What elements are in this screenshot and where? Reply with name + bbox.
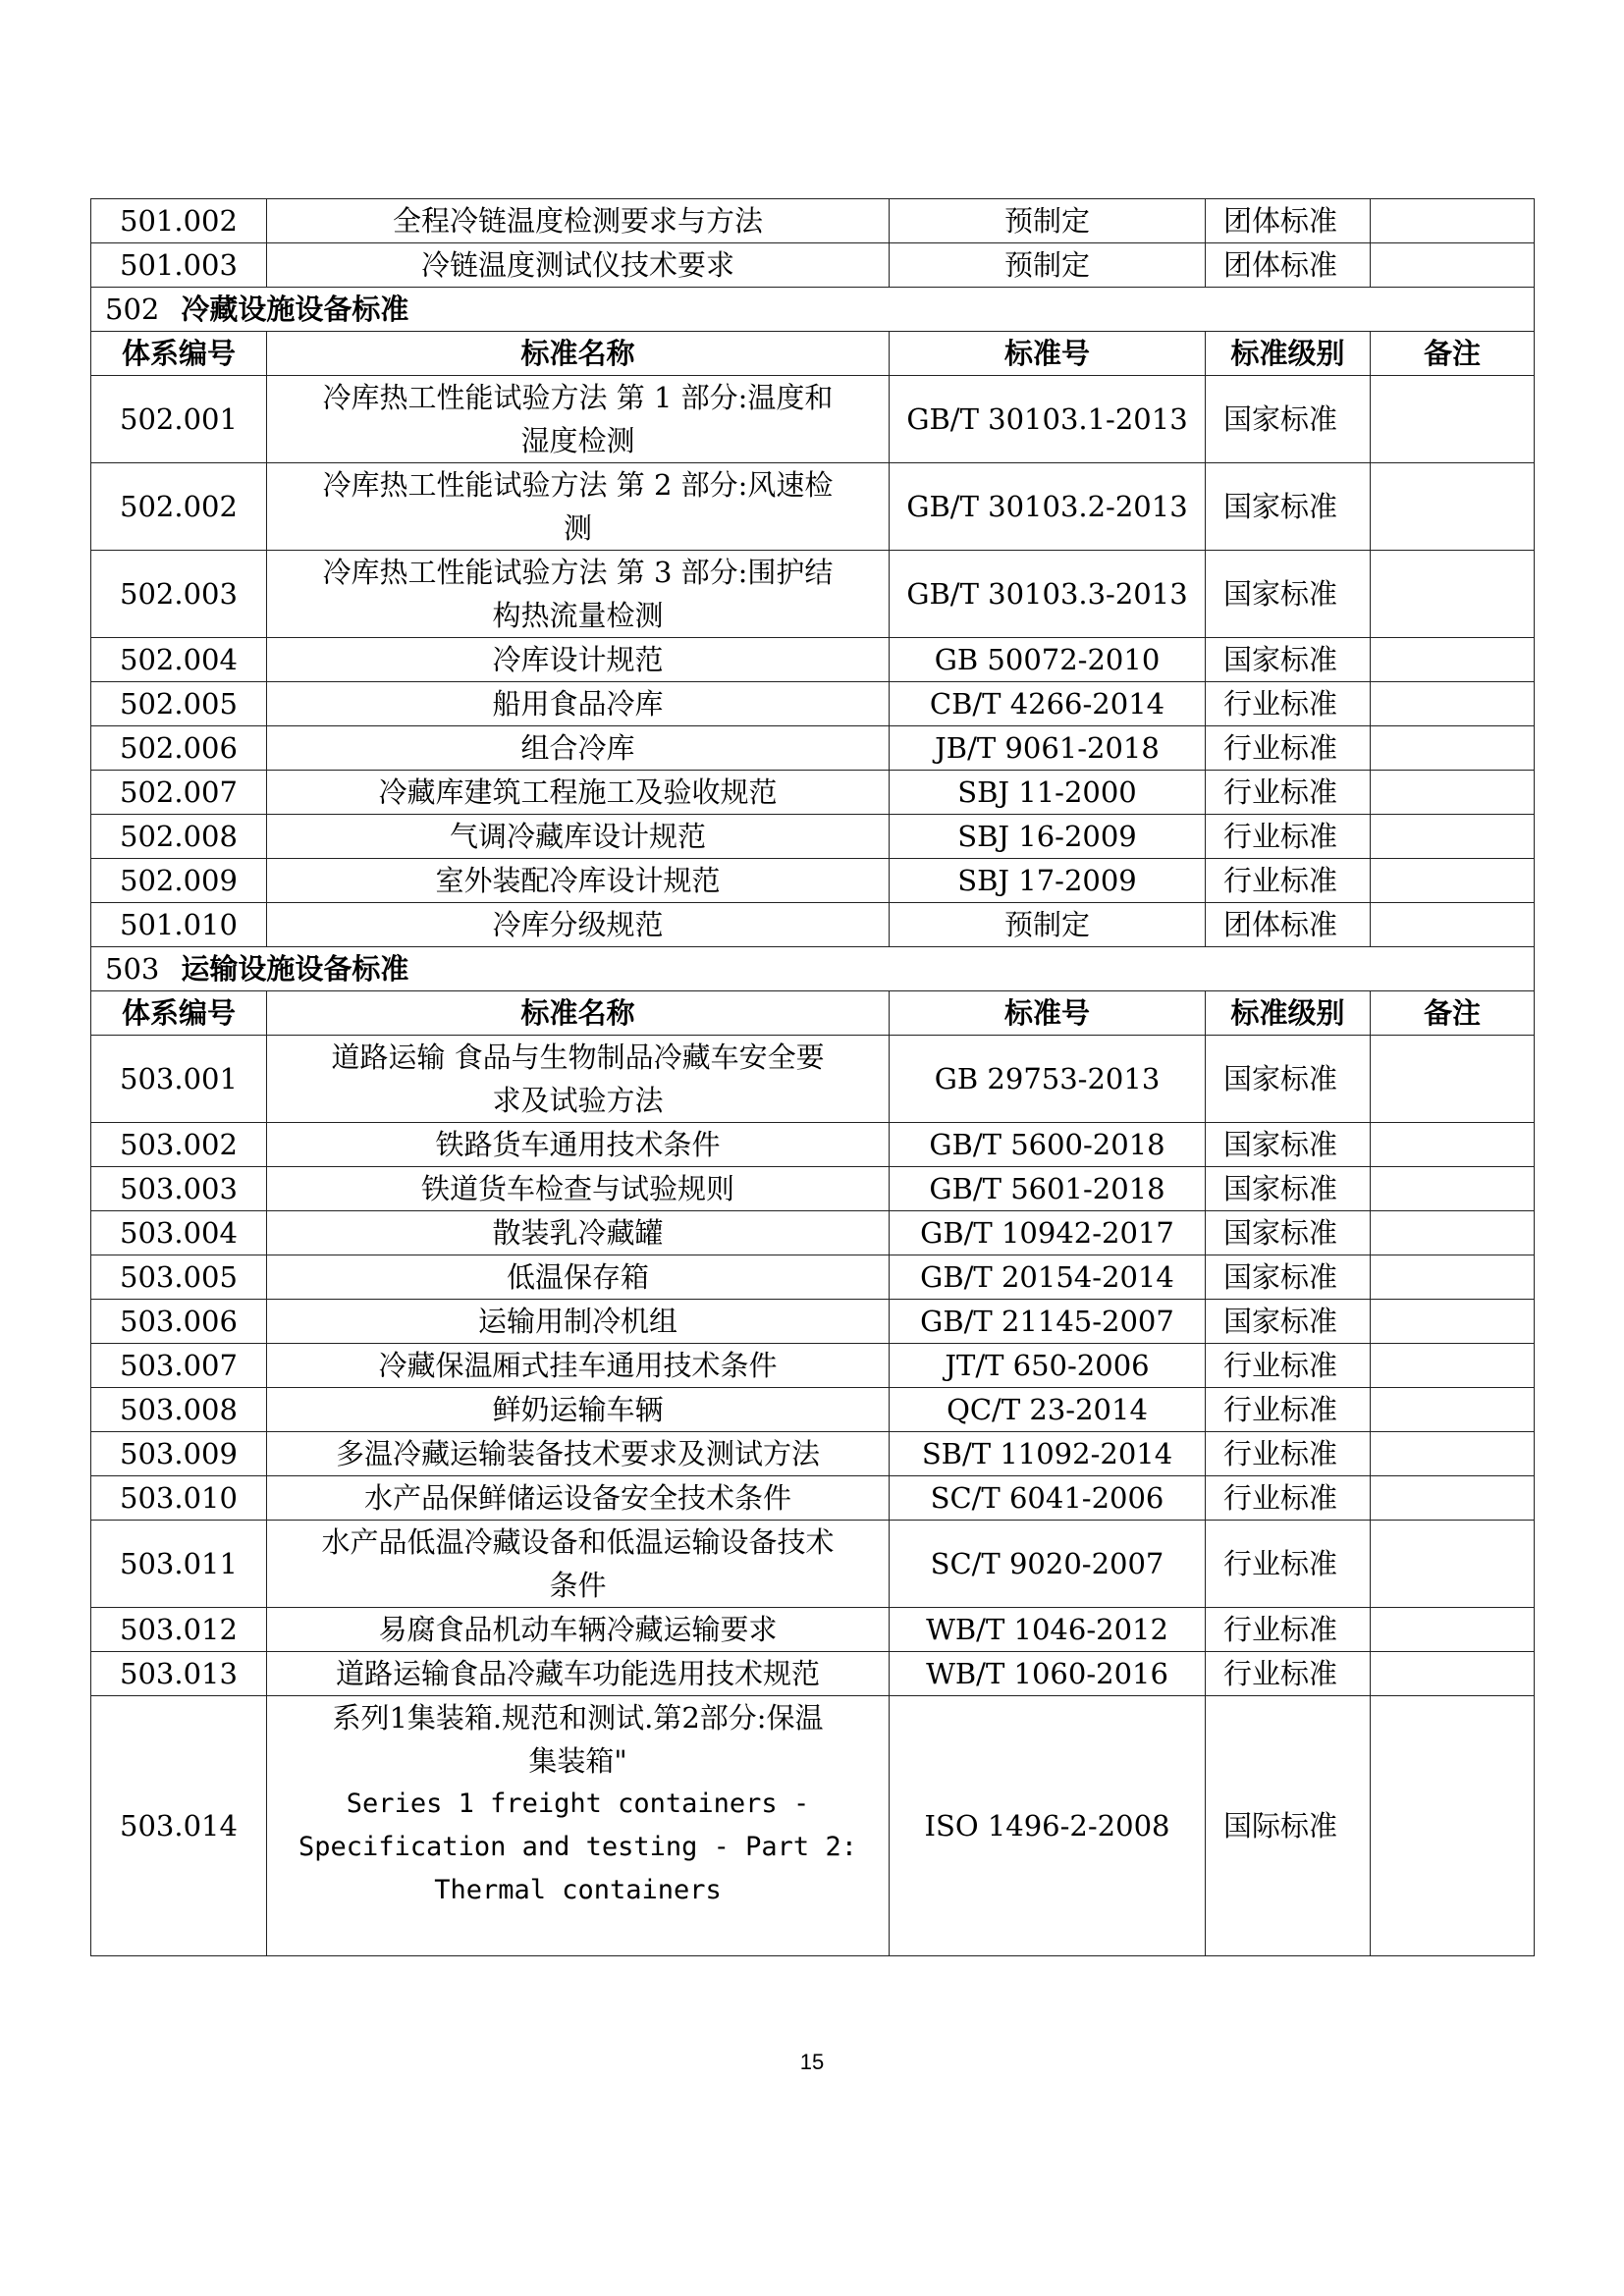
code-cell: 503.006 (91, 1300, 267, 1344)
note-cell (1371, 199, 1535, 243)
number-cell: GB/T 5600-2018 (890, 1123, 1206, 1167)
name-line: 系列1集装箱.规范和测试.第2部分:保温 (332, 1701, 824, 1735)
number-cell: 预制定 (890, 243, 1206, 288)
level-cell: 团体标准 (1206, 199, 1371, 243)
code-cell: 503.008 (91, 1388, 267, 1432)
level-cell: 国家标准 (1206, 551, 1371, 638)
name-line: Specification and testing - Part 2: (298, 1832, 857, 1862)
number-cell: GB/T 21145-2007 (890, 1300, 1206, 1344)
note-cell (1371, 638, 1535, 682)
name-cell (267, 1696, 890, 1956)
header-name: 标准名称 (267, 332, 890, 376)
section-number: 502 (105, 293, 160, 326)
level-cell: 行业标准 (1206, 771, 1371, 815)
level-cell: 团体标准 (1206, 243, 1371, 288)
header-number: 标准号 (890, 332, 1206, 376)
name-cell: 全程冷链温度检测要求与方法 (267, 199, 890, 243)
number-cell: GB/T 5601-2018 (890, 1167, 1206, 1211)
name-cell: 冷藏保温厢式挂车通用技术条件 (267, 1344, 890, 1388)
level-cell: 行业标准 (1206, 1521, 1371, 1608)
note-cell (1371, 903, 1535, 947)
page-number: 15 (799, 2050, 825, 2074)
name-cell: 冷库分级规范 (267, 903, 890, 947)
number-cell: 预制定 (890, 903, 1206, 947)
note-cell (1371, 1432, 1535, 1476)
table-row (91, 199, 1535, 243)
code-cell: 503.005 (91, 1255, 267, 1300)
header-name: 标准名称 (267, 991, 890, 1036)
code-cell: 503.010 (91, 1476, 267, 1521)
header-note: 备注 (1371, 991, 1535, 1036)
code-cell: 503.003 (91, 1167, 267, 1211)
table-row (91, 1123, 1535, 1167)
code-cell: 502.001 (91, 376, 267, 463)
name-cell (267, 376, 890, 463)
note-cell (1371, 1300, 1535, 1344)
name-cell: 铁道货车检查与试验规则 (267, 1167, 890, 1211)
table-row (91, 682, 1535, 726)
level-cell: 国际标准 (1206, 1696, 1371, 1956)
table-row (91, 1696, 1535, 1956)
note-cell (1371, 1255, 1535, 1300)
header-number: 标准号 (890, 991, 1206, 1036)
note-cell (1371, 682, 1535, 726)
name-cell (267, 551, 890, 638)
name-cell: 易腐食品机动车辆冷藏运输要求 (267, 1608, 890, 1652)
number-cell: GB/T 20154-2014 (890, 1255, 1206, 1300)
header-code: 体系编号 (91, 991, 267, 1036)
note-cell (1371, 376, 1535, 463)
note-cell (1371, 463, 1535, 551)
code-cell: 502.008 (91, 815, 267, 859)
section-title: 运输设施设备标准 (181, 952, 409, 986)
name-line: 冷库热工性能试验方法 第 3 部分:围护结 (322, 556, 834, 589)
number-cell: GB/T 30103.1-2013 (890, 376, 1206, 463)
code-cell: 503.004 (91, 1211, 267, 1255)
level-cell: 国家标准 (1206, 376, 1371, 463)
section-number: 503 (105, 952, 160, 986)
note-cell (1371, 1167, 1535, 1211)
code-cell: 502.004 (91, 638, 267, 682)
code-cell: 503.002 (91, 1123, 267, 1167)
note-cell (1371, 1521, 1535, 1608)
note-cell (1371, 815, 1535, 859)
name-line: 冷库热工性能试验方法 第 2 部分:风速检 (322, 468, 834, 502)
level-cell: 行业标准 (1206, 682, 1371, 726)
header-note: 备注 (1371, 332, 1535, 376)
table-row (91, 1167, 1535, 1211)
standards-table-page (90, 198, 1534, 1956)
table-row (91, 1652, 1535, 1696)
level-cell: 国家标准 (1206, 1036, 1371, 1123)
level-cell: 国家标准 (1206, 1211, 1371, 1255)
name-cell (267, 463, 890, 551)
note-cell (1371, 1388, 1535, 1432)
section-title: 冷藏设施设备标准 (181, 293, 409, 326)
level-cell: 行业标准 (1206, 726, 1371, 771)
code-cell: 503.011 (91, 1521, 267, 1608)
table-row (91, 1300, 1535, 1344)
level-cell: 行业标准 (1206, 1652, 1371, 1696)
table-row (91, 771, 1535, 815)
table-row (91, 463, 1535, 551)
code-cell: 502.005 (91, 682, 267, 726)
name-cell: 冷库设计规范 (267, 638, 890, 682)
table-row (91, 726, 1535, 771)
name-cell: 运输用制冷机组 (267, 1300, 890, 1344)
name-cell: 鲜奶运输车辆 (267, 1388, 890, 1432)
code-cell: 503.013 (91, 1652, 267, 1696)
code-cell: 502.002 (91, 463, 267, 551)
header-level: 标准级别 (1206, 332, 1371, 376)
table-row (91, 815, 1535, 859)
name-line: 道路运输 食品与生物制品冷藏车安全要 (331, 1041, 825, 1074)
name-line: 水产品低温冷藏设备和低温运输设备技术 (321, 1525, 835, 1559)
number-cell: SBJ 16-2009 (890, 815, 1206, 859)
number-cell: SB/T 11092-2014 (890, 1432, 1206, 1476)
level-cell: 国家标准 (1206, 1123, 1371, 1167)
name-cell: 散装乳冷藏罐 (267, 1211, 890, 1255)
code-cell: 502.009 (91, 859, 267, 903)
number-cell: GB/T 10942-2017 (890, 1211, 1206, 1255)
number-cell: SC/T 6041-2006 (890, 1476, 1206, 1521)
level-cell: 行业标准 (1206, 1344, 1371, 1388)
table-row (91, 1521, 1535, 1608)
code-cell: 501.002 (91, 199, 267, 243)
name-line: 条件 (549, 1569, 607, 1602)
number-cell: SC/T 9020-2007 (890, 1521, 1206, 1608)
table-row (91, 243, 1535, 288)
code-cell: 503.014 (91, 1696, 267, 1956)
number-cell: QC/T 23-2014 (890, 1388, 1206, 1432)
table-header-row (91, 332, 1535, 376)
name-cell: 船用食品冷库 (267, 682, 890, 726)
note-cell (1371, 1344, 1535, 1388)
name-line: Series 1 freight containers - (346, 1789, 810, 1819)
number-cell: 预制定 (890, 199, 1206, 243)
code-cell: 503.009 (91, 1432, 267, 1476)
name-cell: 铁路货车通用技术条件 (267, 1123, 890, 1167)
note-cell (1371, 551, 1535, 638)
number-cell: GB/T 30103.3-2013 (890, 551, 1206, 638)
note-cell (1371, 771, 1535, 815)
name-line: 构热流量检测 (492, 599, 664, 632)
number-cell: JT/T 650-2006 (890, 1344, 1206, 1388)
table-row (91, 638, 1535, 682)
code-cell: 501.010 (91, 903, 267, 947)
note-cell (1371, 243, 1535, 288)
name-line: 集装箱" (528, 1744, 627, 1778)
table-row (91, 903, 1535, 947)
table-row (91, 1388, 1535, 1432)
number-cell: SBJ 11-2000 (890, 771, 1206, 815)
level-cell: 行业标准 (1206, 1432, 1371, 1476)
code-cell: 503.012 (91, 1608, 267, 1652)
section-heading-502 (91, 288, 1535, 332)
number-cell: GB 29753-2013 (890, 1036, 1206, 1123)
name-cell: 低温保存箱 (267, 1255, 890, 1300)
name-cell: 冷链温度测试仪技术要求 (267, 243, 890, 288)
note-cell (1371, 859, 1535, 903)
code-cell: 503.007 (91, 1344, 267, 1388)
standards-table (90, 198, 1535, 1956)
table-row (91, 1344, 1535, 1388)
number-cell: WB/T 1046-2012 (890, 1608, 1206, 1652)
table-row (91, 859, 1535, 903)
code-cell: 502.003 (91, 551, 267, 638)
level-cell: 国家标准 (1206, 463, 1371, 551)
table-row (91, 551, 1535, 638)
name-cell: 多温冷藏运输装备技术要求及测试方法 (267, 1432, 890, 1476)
table-row (91, 376, 1535, 463)
name-line: 湿度检测 (520, 424, 635, 457)
table-row (91, 1036, 1535, 1123)
name-cell: 室外装配冷库设计规范 (267, 859, 890, 903)
name-cell: 气调冷藏库设计规范 (267, 815, 890, 859)
code-cell: 503.001 (91, 1036, 267, 1123)
level-cell: 国家标准 (1206, 638, 1371, 682)
note-cell (1371, 726, 1535, 771)
note-cell (1371, 1476, 1535, 1521)
table-header-row (91, 991, 1535, 1036)
name-cell: 水产品保鲜储运设备安全技术条件 (267, 1476, 890, 1521)
table-row (91, 1255, 1535, 1300)
note-cell (1371, 1036, 1535, 1123)
number-cell: JB/T 9061-2018 (890, 726, 1206, 771)
level-cell: 行业标准 (1206, 1476, 1371, 1521)
number-cell: GB 50072-2010 (890, 638, 1206, 682)
level-cell: 行业标准 (1206, 859, 1371, 903)
name-cell: 冷藏库建筑工程施工及验收规范 (267, 771, 890, 815)
table-row (91, 1608, 1535, 1652)
section-heading-503 (91, 947, 1535, 991)
level-cell: 国家标准 (1206, 1167, 1371, 1211)
note-cell (1371, 1652, 1535, 1696)
name-cell (267, 1521, 890, 1608)
note-cell (1371, 1696, 1535, 1956)
table-row (91, 1211, 1535, 1255)
name-line: 冷库热工性能试验方法 第 1 部分:温度和 (322, 381, 834, 414)
number-cell: WB/T 1060-2016 (890, 1652, 1206, 1696)
note-cell (1371, 1123, 1535, 1167)
level-cell: 行业标准 (1206, 815, 1371, 859)
level-cell: 国家标准 (1206, 1255, 1371, 1300)
name-cell: 组合冷库 (267, 726, 890, 771)
name-cell (267, 1036, 890, 1123)
code-cell: 501.003 (91, 243, 267, 288)
level-cell: 团体标准 (1206, 903, 1371, 947)
level-cell: 行业标准 (1206, 1608, 1371, 1652)
header-code: 体系编号 (91, 332, 267, 376)
name-line: 求及试验方法 (492, 1084, 664, 1117)
header-level: 标准级别 (1206, 991, 1371, 1036)
note-cell (1371, 1608, 1535, 1652)
note-cell (1371, 1211, 1535, 1255)
code-cell: 502.007 (91, 771, 267, 815)
number-cell: GB/T 30103.2-2013 (890, 463, 1206, 551)
level-cell: 行业标准 (1206, 1388, 1371, 1432)
name-cell: 道路运输食品冷藏车功能选用技术规范 (267, 1652, 890, 1696)
level-cell: 国家标准 (1206, 1300, 1371, 1344)
name-line: 测 (563, 511, 592, 545)
number-cell: SBJ 17-2009 (890, 859, 1206, 903)
code-cell: 502.006 (91, 726, 267, 771)
number-cell: CB/T 4266-2014 (890, 682, 1206, 726)
name-line: Thermal containers (434, 1875, 722, 1905)
table-row (91, 1476, 1535, 1521)
table-row (91, 1432, 1535, 1476)
number-cell: ISO 1496-2-2008 (890, 1696, 1206, 1956)
